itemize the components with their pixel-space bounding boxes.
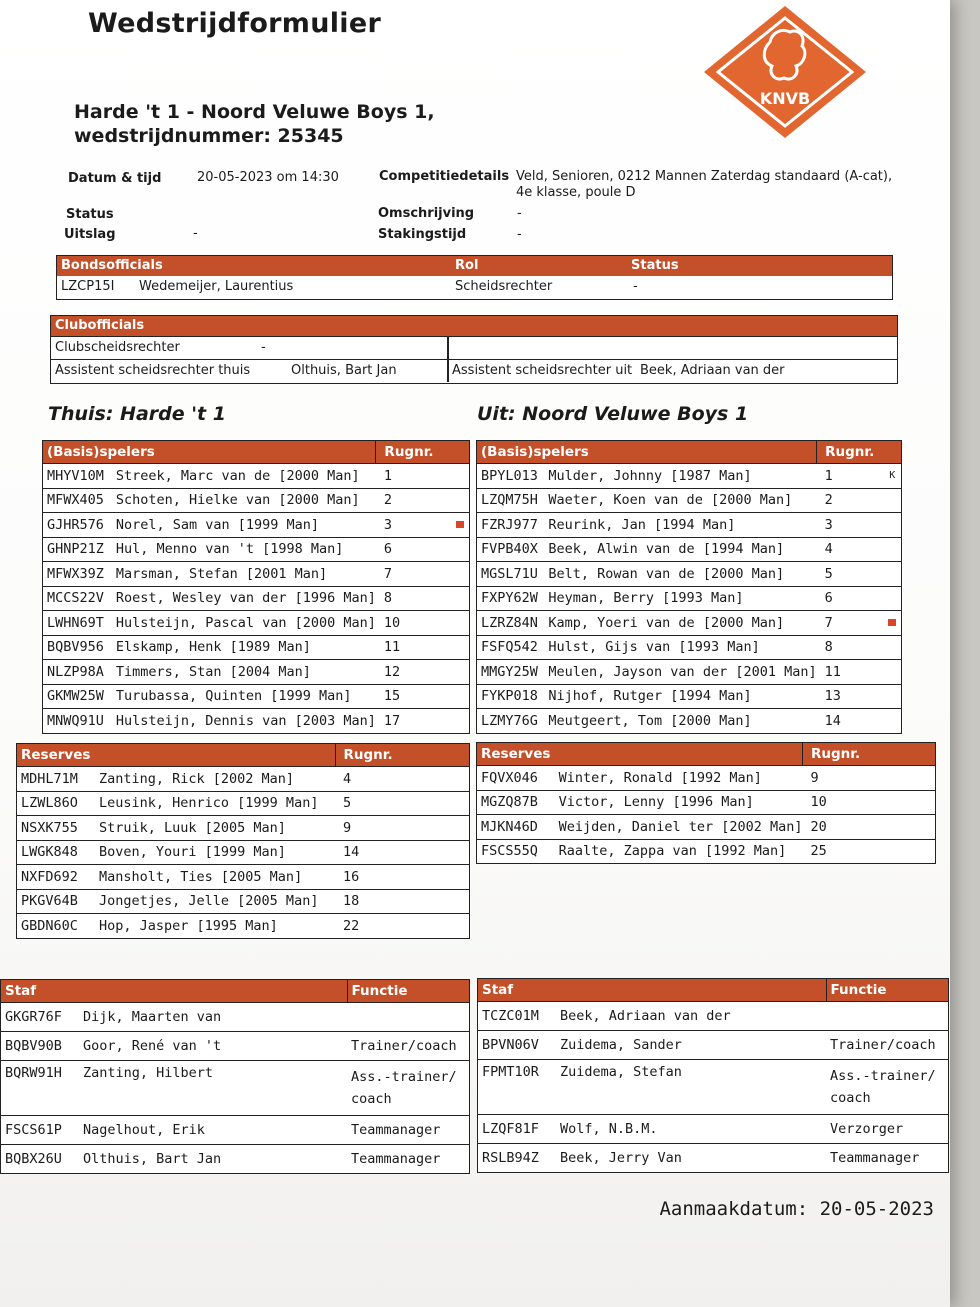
player-code: BPYL013 bbox=[477, 464, 545, 489]
clubscheidsrechter-label: Clubscheidsrechter bbox=[55, 340, 180, 355]
player-code: LZRZ84N bbox=[477, 611, 545, 636]
svg-text:KNVB: KNVB bbox=[759, 89, 811, 108]
staff-function: Ass.-trainer/ coach bbox=[826, 1060, 949, 1115]
omschrijving-value: - bbox=[517, 206, 522, 221]
shirt-number: 16 bbox=[335, 865, 439, 890]
staff-code: GKGR76F bbox=[1, 1003, 80, 1032]
column-divider bbox=[447, 337, 449, 359]
player-name: Turubassa, Quinten [1999 Man] bbox=[112, 684, 376, 709]
away-reserves-table bbox=[476, 742, 936, 864]
player-mark bbox=[439, 914, 470, 939]
player-mark bbox=[880, 513, 902, 538]
card-icon bbox=[888, 619, 896, 626]
assistent-uit-label: Assistent scheidsrechter uit bbox=[452, 363, 633, 378]
player-code: FYKP018 bbox=[477, 684, 545, 709]
staff-function: Trainer/coach bbox=[826, 1031, 949, 1060]
player-name: Mulder, Johnny [1987 Man] bbox=[544, 464, 816, 489]
player-name: Hulst, Gijs van [1993 Man] bbox=[544, 635, 816, 660]
shirt-number: 4 bbox=[335, 767, 439, 792]
staff-name: Goor, René van 't bbox=[79, 1032, 347, 1061]
staff-code: BPVN06V bbox=[478, 1031, 557, 1060]
table-header-row bbox=[477, 743, 936, 766]
match-heading bbox=[74, 100, 435, 148]
creation-date: Aanmaakdatum: 20-05-2023 bbox=[659, 1198, 934, 1220]
player-name: Jongetjes, Jelle [2005 Man] bbox=[95, 889, 335, 914]
player-mark bbox=[447, 611, 470, 636]
page-title: Wedstrijdformulier bbox=[88, 8, 382, 39]
player-mark bbox=[447, 513, 470, 538]
official-rol: Scheidsrechter bbox=[455, 279, 553, 294]
rugnr-header: Rugnr. bbox=[817, 441, 902, 464]
match-teams: Harde 't 1 - Noord Veluwe Boys 1, bbox=[74, 101, 435, 123]
shirt-number: 3 bbox=[817, 513, 880, 538]
player-name: Hulsteijn, Dennis van [2003 Man] bbox=[112, 709, 376, 734]
player-mark bbox=[880, 537, 902, 562]
competitie-label: Competitiedetails bbox=[379, 169, 510, 184]
player-mark bbox=[439, 840, 470, 865]
player-code: GJHR576 bbox=[43, 513, 112, 538]
player-name: Hulsteijn, Pascal van [2000 Man] bbox=[112, 611, 376, 636]
competitie-value-2: 4e klasse, poule D bbox=[516, 185, 636, 200]
shirt-number: 5 bbox=[335, 791, 439, 816]
player-code: MGZQ87B bbox=[477, 790, 555, 815]
player-code: MGSL71U bbox=[477, 562, 545, 587]
shirt-number: 2 bbox=[817, 488, 880, 513]
player-mark bbox=[447, 488, 470, 513]
player-row bbox=[43, 586, 470, 611]
staff-row bbox=[1, 1061, 470, 1116]
player-row bbox=[477, 562, 902, 587]
staff-row bbox=[1, 1145, 470, 1174]
captain-mark: K bbox=[880, 464, 902, 489]
player-name: Elskamp, Henk [1989 Man] bbox=[112, 635, 376, 660]
clubofficials-row-1 bbox=[51, 336, 897, 359]
player-row bbox=[43, 464, 470, 489]
reserves-header: Reserves bbox=[17, 744, 336, 767]
player-mark bbox=[447, 709, 470, 734]
assistent-uit-value: Beek, Adriaan van der bbox=[640, 363, 785, 378]
clubofficials-table bbox=[50, 315, 898, 384]
player-row bbox=[43, 537, 470, 562]
player-row bbox=[477, 586, 902, 611]
reserve-row bbox=[477, 815, 936, 840]
player-code: FQVX046 bbox=[477, 766, 555, 791]
player-code: MFWX405 bbox=[43, 488, 112, 513]
player-mark bbox=[880, 488, 902, 513]
official-status: - bbox=[633, 279, 638, 294]
player-mark bbox=[905, 766, 935, 791]
reserve-row bbox=[17, 865, 470, 890]
player-name: Boven, Youri [1999 Man] bbox=[95, 840, 335, 865]
staff-name: Beek, Adriaan van der bbox=[556, 1002, 826, 1031]
staff-name: Beek, Jerry Van bbox=[556, 1144, 826, 1173]
staff-row bbox=[478, 1115, 949, 1144]
shirt-number: 10 bbox=[376, 611, 447, 636]
bondsofficials-header bbox=[57, 256, 892, 276]
player-code: FZRJ977 bbox=[477, 513, 545, 538]
shirt-number: 11 bbox=[376, 635, 447, 660]
player-name: Roest, Wesley van der [1996 Man] bbox=[112, 586, 376, 611]
shirt-number: 14 bbox=[335, 840, 439, 865]
omschrijving-label: Omschrijving bbox=[378, 206, 475, 221]
player-row bbox=[477, 537, 902, 562]
uitslag-value: - bbox=[193, 226, 198, 241]
functie-header: Functie bbox=[347, 980, 470, 1003]
reserve-row bbox=[477, 790, 936, 815]
shirt-number: 4 bbox=[817, 537, 880, 562]
player-name: Weijden, Daniel ter [2002 Man] bbox=[555, 815, 803, 840]
shirt-number: 7 bbox=[376, 562, 447, 587]
player-row bbox=[43, 562, 470, 587]
home-reserves-table bbox=[16, 743, 470, 939]
staff-name: Nagelhout, Erik bbox=[79, 1116, 347, 1145]
player-mark bbox=[880, 586, 902, 611]
player-name: Victor, Lenny [1996 Man] bbox=[555, 790, 803, 815]
player-name: Hop, Jasper [1995 Man] bbox=[95, 914, 335, 939]
player-mark bbox=[880, 660, 902, 685]
official-code: LZCP15I bbox=[61, 279, 115, 294]
player-code: LWHN69T bbox=[43, 611, 112, 636]
player-row bbox=[477, 488, 902, 513]
shirt-number: 25 bbox=[803, 839, 906, 864]
player-code: MNWQ91U bbox=[43, 709, 112, 734]
player-code: MMGY25W bbox=[477, 660, 545, 685]
staff-name: Olthuis, Bart Jan bbox=[79, 1145, 347, 1174]
player-name: Streek, Marc van de [2000 Man] bbox=[112, 464, 376, 489]
player-name: Winter, Ronald [1992 Man] bbox=[555, 766, 803, 791]
column-divider bbox=[447, 360, 449, 382]
player-code: NSXK755 bbox=[17, 816, 96, 841]
player-name: Belt, Rowan van de [2000 Man] bbox=[544, 562, 816, 587]
table-header-row bbox=[1, 980, 470, 1003]
player-name: Hul, Menno van 't [1998 Man] bbox=[112, 537, 376, 562]
staff-function: Ass.-trainer/ coach bbox=[347, 1061, 470, 1116]
player-mark bbox=[880, 709, 902, 734]
reserve-row bbox=[17, 791, 470, 816]
player-code: LZMY76G bbox=[477, 709, 545, 734]
player-code: LWGK848 bbox=[17, 840, 96, 865]
player-row bbox=[477, 684, 902, 709]
player-mark bbox=[447, 464, 470, 489]
shirt-number: 9 bbox=[803, 766, 906, 791]
player-row bbox=[43, 635, 470, 660]
shirt-number: 11 bbox=[817, 660, 880, 685]
player-name: Zanting, Rick [2002 Man] bbox=[95, 767, 335, 792]
away-players-table bbox=[476, 440, 902, 734]
stakingstijd-label: Stakingstijd bbox=[378, 227, 467, 242]
uitslag-label: Uitslag bbox=[64, 227, 116, 242]
player-row bbox=[477, 464, 902, 489]
staff-header: Staf bbox=[478, 979, 827, 1002]
player-mark bbox=[880, 611, 902, 636]
staff-name: Wolf, N.B.M. bbox=[556, 1115, 826, 1144]
staff-name: Zuidema, Stefan bbox=[556, 1060, 826, 1115]
staff-code: FPMT10R bbox=[478, 1060, 557, 1115]
player-mark bbox=[447, 684, 470, 709]
stakingstijd-value: - bbox=[517, 227, 522, 242]
staff-row bbox=[478, 1144, 949, 1173]
player-mark bbox=[880, 562, 902, 587]
rol-header: Rol bbox=[455, 258, 479, 273]
player-name: Timmers, Stan [2004 Man] bbox=[112, 660, 376, 685]
official-name: Wedemeijer, Laurentius bbox=[139, 279, 294, 294]
staff-function: Verzorger bbox=[826, 1115, 949, 1144]
player-code: MCCS22V bbox=[43, 586, 112, 611]
player-row bbox=[43, 684, 470, 709]
rugnr-header: Rugnr. bbox=[376, 441, 470, 464]
player-row bbox=[43, 488, 470, 513]
bondsofficials-table bbox=[56, 255, 893, 300]
assistent-thuis-label: Assistent scheidsrechter thuis bbox=[55, 363, 251, 378]
rugnr-header: Rugnr. bbox=[803, 743, 936, 766]
player-name: Heyman, Berry [1993 Man] bbox=[544, 586, 816, 611]
home-players-table bbox=[42, 440, 470, 734]
card-icon bbox=[456, 521, 464, 528]
player-mark bbox=[439, 816, 470, 841]
player-name: Leusink, Henrico [1999 Man] bbox=[95, 791, 335, 816]
player-mark bbox=[447, 537, 470, 562]
player-row bbox=[43, 611, 470, 636]
knvb-logo bbox=[700, 2, 870, 142]
staff-function: Teammanager bbox=[826, 1144, 949, 1173]
shirt-number: 8 bbox=[376, 586, 447, 611]
table-header-row bbox=[478, 979, 949, 1002]
player-mark bbox=[439, 889, 470, 914]
player-name: Marsman, Stefan [2001 Man] bbox=[112, 562, 376, 587]
player-mark bbox=[905, 790, 935, 815]
staff-code: BQBX26U bbox=[1, 1145, 80, 1174]
functie-header: Functie bbox=[826, 979, 949, 1002]
datum-label: Datum & tijd bbox=[68, 171, 162, 186]
staff-function: Trainer/coach bbox=[347, 1032, 470, 1061]
player-mark bbox=[447, 586, 470, 611]
datum-value: 20-05-2023 om 14:30 bbox=[197, 170, 339, 185]
staff-function bbox=[347, 1003, 470, 1032]
player-code: LZWL86O bbox=[17, 791, 96, 816]
table-header-row bbox=[43, 441, 470, 464]
match-number: wedstrijdnummer: 25345 bbox=[74, 125, 344, 147]
player-code: MFWX39Z bbox=[43, 562, 112, 587]
away-staff-table bbox=[477, 978, 949, 1173]
staff-code: LZQF81F bbox=[478, 1115, 557, 1144]
competitie-value-1: Veld, Senioren, 0212 Mannen Zaterdag standaard (A-cat), bbox=[516, 169, 893, 184]
reserve-row bbox=[17, 840, 470, 865]
player-name: Mansholt, Ties [2005 Man] bbox=[95, 865, 335, 890]
player-mark bbox=[447, 660, 470, 685]
player-mark bbox=[905, 839, 935, 864]
player-mark bbox=[880, 635, 902, 660]
staff-row bbox=[1, 1032, 470, 1061]
shirt-number: 13 bbox=[817, 684, 880, 709]
shirt-number: 1 bbox=[817, 464, 880, 489]
player-mark bbox=[439, 791, 470, 816]
shirt-number: 17 bbox=[376, 709, 447, 734]
player-code: FVPB40X bbox=[477, 537, 545, 562]
player-code: FSFQ542 bbox=[477, 635, 545, 660]
player-row bbox=[43, 513, 470, 538]
staff-code: FSCS61P bbox=[1, 1116, 80, 1145]
players-header: (Basis)spelers bbox=[477, 441, 817, 464]
player-name: Nijhof, Rutger [1994 Man] bbox=[544, 684, 816, 709]
shirt-number: 7 bbox=[817, 611, 880, 636]
player-mark bbox=[880, 684, 902, 709]
player-name: Reurink, Jan [1994 Man] bbox=[544, 513, 816, 538]
player-code: FSCS55Q bbox=[477, 839, 555, 864]
player-code: LZQM75H bbox=[477, 488, 545, 513]
reserve-row bbox=[17, 914, 470, 939]
player-name: Meutgeert, Tom [2000 Man] bbox=[544, 709, 816, 734]
bondsofficial-row bbox=[57, 276, 892, 298]
bondsofficials-title: Bondsofficials bbox=[61, 258, 163, 273]
staff-code: RSLB94Z bbox=[478, 1144, 557, 1173]
player-name: Norel, Sam van [1999 Man] bbox=[112, 513, 376, 538]
staff-row bbox=[1, 1116, 470, 1145]
staff-name: Zanting, Hilbert bbox=[79, 1061, 347, 1116]
player-row bbox=[477, 709, 902, 734]
shirt-number: 8 bbox=[817, 635, 880, 660]
staff-code: BQRW91H bbox=[1, 1061, 80, 1116]
players-header: (Basis)spelers bbox=[43, 441, 376, 464]
staff-row bbox=[1, 1003, 470, 1032]
player-code: NLZP98A bbox=[43, 660, 112, 685]
player-code: MHYV10M bbox=[43, 464, 112, 489]
clubofficials-row-2 bbox=[51, 359, 897, 382]
player-code: GKMW25W bbox=[43, 684, 112, 709]
shirt-number: 15 bbox=[376, 684, 447, 709]
player-name: Struik, Luuk [2005 Man] bbox=[95, 816, 335, 841]
table-header-row bbox=[17, 744, 470, 767]
home-team-title: Thuis: Harde 't 1 bbox=[48, 403, 226, 425]
player-name: Meulen, Jayson van der [2001 Man] bbox=[544, 660, 816, 685]
staff-name: Dijk, Maarten van bbox=[79, 1003, 347, 1032]
status-header: Status bbox=[631, 258, 679, 273]
player-code: MDHL71M bbox=[17, 767, 96, 792]
clubofficials-title: Clubofficials bbox=[55, 318, 145, 333]
shirt-number: 12 bbox=[376, 660, 447, 685]
away-team-title: Uit: Noord Veluwe Boys 1 bbox=[477, 403, 749, 425]
staff-row bbox=[478, 1002, 949, 1031]
player-mark bbox=[439, 767, 470, 792]
player-mark bbox=[905, 815, 935, 840]
player-row bbox=[477, 611, 902, 636]
player-row bbox=[477, 660, 902, 685]
clubscheidsrechter-value: - bbox=[261, 340, 266, 355]
home-staff-table bbox=[0, 979, 470, 1174]
staff-header: Staf bbox=[1, 980, 348, 1003]
player-name: Schoten, Hielke van [2000 Man] bbox=[112, 488, 376, 513]
shirt-number: 14 bbox=[817, 709, 880, 734]
rugnr-header: Rugnr. bbox=[335, 744, 470, 767]
staff-function bbox=[826, 1002, 949, 1031]
staff-code: BQBV90B bbox=[1, 1032, 80, 1061]
shirt-number: 3 bbox=[376, 513, 447, 538]
player-name: Raalte, Zappa van [1992 Man] bbox=[555, 839, 803, 864]
status-label: Status bbox=[66, 207, 114, 222]
reserve-row bbox=[17, 767, 470, 792]
player-code: NXFD692 bbox=[17, 865, 96, 890]
staff-code: TCZC01M bbox=[478, 1002, 557, 1031]
player-row bbox=[477, 635, 902, 660]
staff-row bbox=[478, 1060, 949, 1115]
shirt-number: 10 bbox=[803, 790, 906, 815]
staff-row bbox=[478, 1031, 949, 1060]
player-name: Kamp, Yoeri van de [2000 Man] bbox=[544, 611, 816, 636]
staff-name: Zuidema, Sander bbox=[556, 1031, 826, 1060]
player-code: FXPY62W bbox=[477, 586, 545, 611]
player-code: GHNP21Z bbox=[43, 537, 112, 562]
player-mark bbox=[447, 562, 470, 587]
player-mark bbox=[439, 865, 470, 890]
shirt-number: 1 bbox=[376, 464, 447, 489]
clubofficials-header bbox=[51, 316, 897, 336]
table-header-row bbox=[477, 441, 902, 464]
player-code: PKGV64B bbox=[17, 889, 96, 914]
reserve-row bbox=[477, 766, 936, 791]
shirt-number: 20 bbox=[803, 815, 906, 840]
reserve-row bbox=[17, 889, 470, 914]
staff-function: Teammanager bbox=[347, 1145, 470, 1174]
player-name: Waeter, Koen van de [2000 Man] bbox=[544, 488, 816, 513]
assistent-thuis-value: Olthuis, Bart Jan bbox=[291, 363, 397, 378]
shirt-number: 6 bbox=[376, 537, 447, 562]
player-code: MJKN46D bbox=[477, 815, 555, 840]
reserves-header: Reserves bbox=[477, 743, 803, 766]
player-mark bbox=[447, 635, 470, 660]
player-name: Beek, Alwin van de [1994 Man] bbox=[544, 537, 816, 562]
shirt-number: 5 bbox=[817, 562, 880, 587]
player-row bbox=[43, 709, 470, 734]
player-code: GBDN60C bbox=[17, 914, 96, 939]
staff-function: Teammanager bbox=[347, 1116, 470, 1145]
shirt-number: 9 bbox=[335, 816, 439, 841]
reserve-row bbox=[477, 839, 936, 864]
player-row bbox=[43, 660, 470, 685]
reserve-row bbox=[17, 816, 470, 841]
shirt-number: 2 bbox=[376, 488, 447, 513]
player-code: BQBV956 bbox=[43, 635, 112, 660]
shirt-number: 22 bbox=[335, 914, 439, 939]
shirt-number: 18 bbox=[335, 889, 439, 914]
player-row bbox=[477, 513, 902, 538]
shirt-number: 6 bbox=[817, 586, 880, 611]
